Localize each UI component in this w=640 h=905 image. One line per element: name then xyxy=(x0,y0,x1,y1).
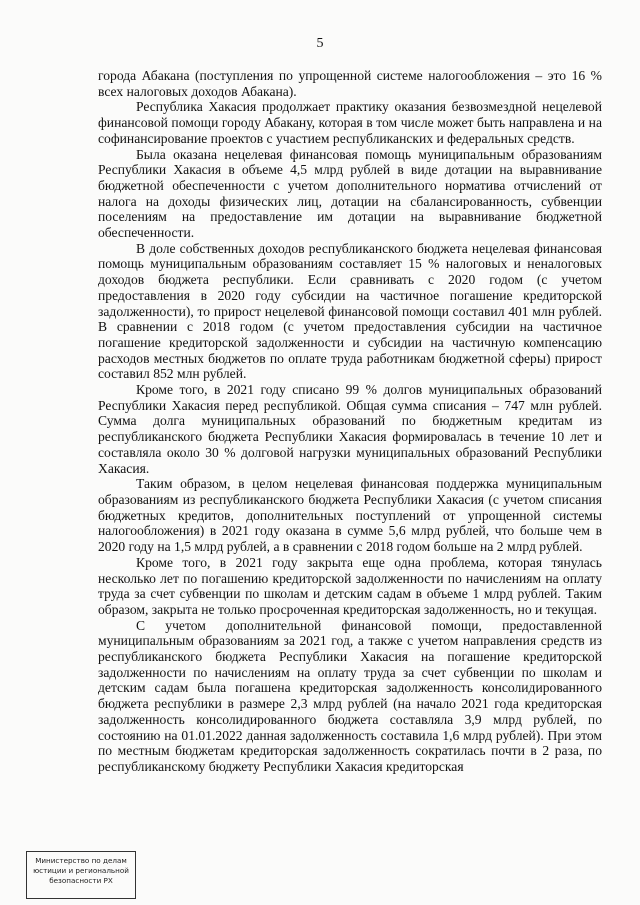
document-body xyxy=(98,68,602,775)
paragraph-4: В доле собственных доходов республиканского бюджета нецелевая финансовая помощь муниципальным образованиям составляет 15 % налоговых и неналоговых доходов бюджета республики. Если сравнивать с 2020 годом (с учетом предоставления в 2020 году субсидии на частичное погашение кредиторской задолженности), то прирост нецелевой финансовой помощи составил 401 млн рублей. В сравнении с 2018 годом (с учетом предоставления субсидии на частичное погашение кредиторской задолженности и субсидии на частичную компенсацию расходов местных бюджетов по оплате труда работникам бюджетной сферы) прирост составил 852 млн рублей. xyxy=(98,240,602,382)
paragraph-8: С учетом дополнительной финансовой помощи, предоставленной муниципальным образованиям за 2021 год, а также с учетом направления средств из республиканского бюджета Республики Хакасия на погашение кредиторской задолженности по начислениям на оплату труда за счет субвенции по школам и детским садам была погашена кредиторская задолженность консолидированного бюджета республики в размере 2,3 млрд рублей (на начало 2021 года кредиторская задолженность консолидированного бюджета составляла 3,9 млрд рублей, по состоянию на 01.01.2022 данная задолженность составила 1,6 млрд рублей). При этом по местным бюджетам кредиторская задолженность сократилась почти в 2 раза, по республиканскому бюджету Республики Хакасия кредиторская xyxy=(98,617,602,774)
registration-stamp xyxy=(26,851,136,899)
paragraph-3: Была оказана нецелевая финансовая помощь муниципальным образованиям Республики Хакасия в объеме 4,5 млрд рублей в виде дотации на выравнивание бюджетной обеспеченности с учетом дополнительного норматива отчислений от налога на доходы физических лиц, дотации на сбалансированность, субвенции поселениям на предоставление им дотации на выравнивание бюджетной обеспеченности. xyxy=(98,146,602,241)
paragraph-1: города Абакана (поступления по упрощенной системе налогообложения – это 16 % всех налоговых доходов Абакана). xyxy=(98,68,602,99)
paragraph-2: Республика Хакасия продолжает практику оказания безвозмездной нецелевой финансовой помощи городу Абакану, которая в том числе может быть направлена и на софинансирование проектов с участием республиканских и федеральных средств. xyxy=(98,99,602,146)
paragraph-6: Таким образом, в целом нецелевая финансовая поддержка муниципальным образованиям из республиканского бюджета Республики Хакасия (с учетом списания бюджетных кредитов, дополнительных поступлений от упрощенной системы налогообложения) в 2021 году оказана в сумме 5,6 млрд рублей, что больше чем в 2020 году на 1,5 млрд рублей, а в сравнении с 2018 годом больше на 2 млрд рублей. xyxy=(98,476,602,555)
paragraph-5: Кроме того, в 2021 году списано 99 % долгов муниципальных образований Республики Хакасия перед республикой. Общая сумма списания – 747 млн рублей. Сумма долга муниципальных образований по бюджетным кредитам из республиканского бюджета Республики Хакасия формировалась в течение 10 лет и составляла около 30 % долговой нагрузки муниципальных образований Республики Хакасия. xyxy=(98,382,602,476)
stamp-line-1: Министерство по делам xyxy=(35,856,127,865)
stamp-line-3: безопасности РХ xyxy=(49,876,113,885)
stamp-line-2: юстиции и региональной xyxy=(33,866,129,875)
page-number: 5 xyxy=(316,36,324,51)
paragraph-7: Кроме того, в 2021 году закрыта еще одна проблема, которая тянулась несколько лет по погашению кредиторской задолженности по начислениям на оплату труда за счет субвенции по школам и детским садам в объеме 1 млрд рублей. Таким образом, закрыта не только просроченная кредиторская задолженность, но и текущая. xyxy=(98,554,602,617)
